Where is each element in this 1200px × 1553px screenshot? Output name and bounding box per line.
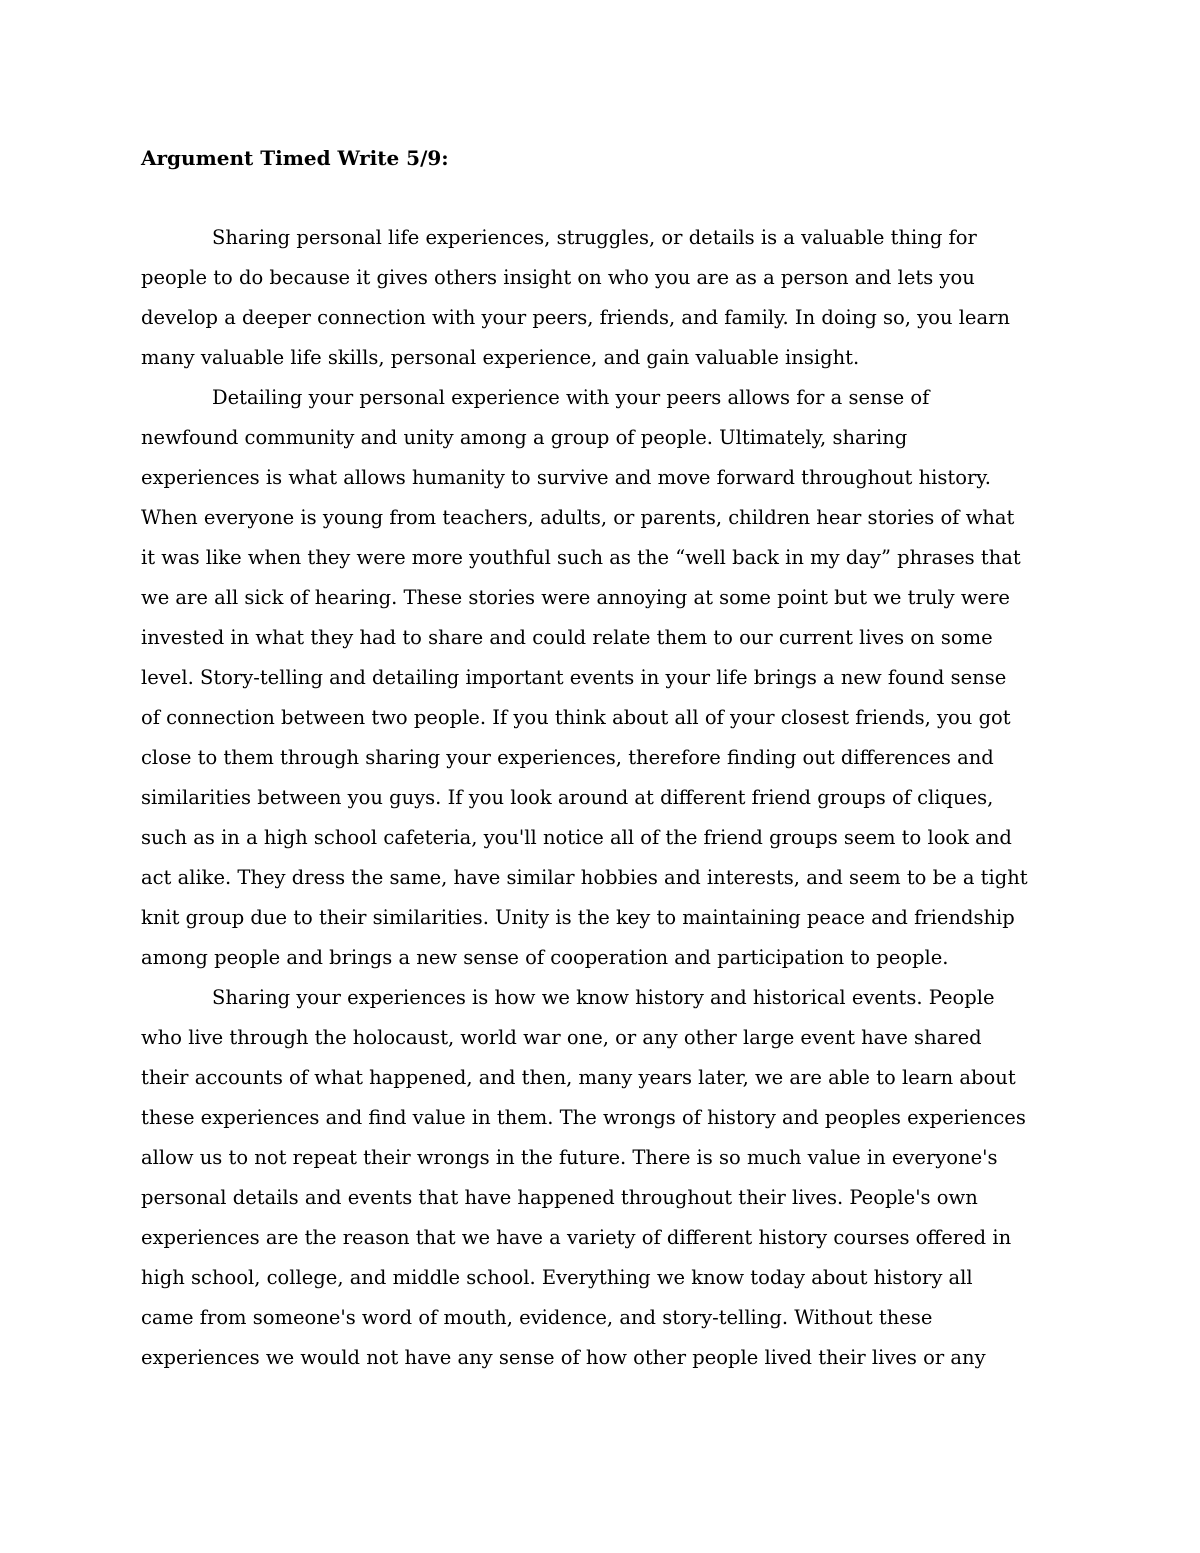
paragraph-3-line: high school, college, and middle school. Everything we know today about history all: [141, 1266, 973, 1289]
paragraph-2-line: it was like when they were more youthful such as the “well back in my day” phrases that: [141, 546, 1021, 569]
paragraph-2-line: invested in what they had to share and could relate them to our current lives on some: [141, 626, 993, 649]
paragraph-2-line: newfound community and unity among a group of people. Ultimately, sharing: [141, 426, 908, 449]
paragraph-2-line: knit group due to their similarities. Unity is the key to maintaining peace and friendship: [141, 906, 1015, 929]
paragraph-2-line: we are all sick of hearing. These stories were annoying at some point but we truly were: [141, 586, 1010, 609]
document-title: Argument Timed Write 5/9:: [141, 146, 449, 170]
paragraph-3-line: came from someone's word of mouth, evidence, and story-telling. Without these: [141, 1306, 933, 1329]
paragraph-3-line: their accounts of what happened, and then, many years later, we are able to learn about: [141, 1066, 1016, 1089]
paragraph-2-line: Detailing your personal experience with your peers allows for a sense of: [212, 386, 930, 409]
paragraph-3-line: who live through the holocaust, world war one, or any other large event have shared: [141, 1026, 982, 1049]
paragraph-1-line: people to do because it gives others insight on who you are as a person and lets you: [141, 266, 975, 289]
paragraph-3-line: Sharing your experiences is how we know history and historical events. People: [212, 986, 995, 1009]
paragraph-2-line: When everyone is young from teachers, adults, or parents, children hear stories of what: [141, 506, 1015, 529]
paragraph-3-line: experiences are the reason that we have a variety of different history courses offered in: [141, 1226, 1012, 1249]
document-body: [141, 138, 1061, 1378]
paragraph-3-line: experiences we would not have any sense of how other people lived their lives or any: [141, 1346, 986, 1369]
paragraph-3-line: these experiences and find value in them. The wrongs of history and peoples experiences: [141, 1106, 1026, 1129]
paragraph-3-line: allow us to not repeat their wrongs in the future. There is so much value in everyone's: [141, 1146, 998, 1169]
paragraph-2-line: of connection between two people. If you think about all of your closest friends, you got: [141, 706, 1011, 729]
paragraph-2-line: similarities between you guys. If you look around at different friend groups of cliques,: [141, 786, 994, 809]
paragraph-2-line: such as in a high school cafeteria, you'll notice all of the friend groups seem to look and: [141, 826, 1012, 849]
paragraph-2-line: act alike. They dress the same, have similar hobbies and interests, and seem to be a tight: [141, 866, 1028, 889]
paragraph-2-line: among people and brings a new sense of cooperation and participation to people.: [141, 946, 949, 969]
paragraph-2-line: experiences is what allows humanity to survive and move forward throughout history.: [141, 466, 991, 489]
paragraph-3-line: personal details and events that have happened throughout their lives. People's own: [141, 1186, 978, 1209]
blank-line: [141, 178, 1061, 218]
paragraph-1-line: many valuable life skills, personal experience, and gain valuable insight.: [141, 346, 860, 369]
paragraph-2-line: level. Story-telling and detailing important events in your life brings a new found sense: [141, 666, 1007, 689]
paragraph-1-line: Sharing personal life experiences, struggles, or details is a valuable thing for: [212, 226, 977, 249]
paragraph-1-line: develop a deeper connection with your peers, friends, and family. In doing so, you learn: [141, 306, 1010, 329]
paragraph-2-line: close to them through sharing your experiences, therefore finding out differences and: [141, 746, 994, 769]
